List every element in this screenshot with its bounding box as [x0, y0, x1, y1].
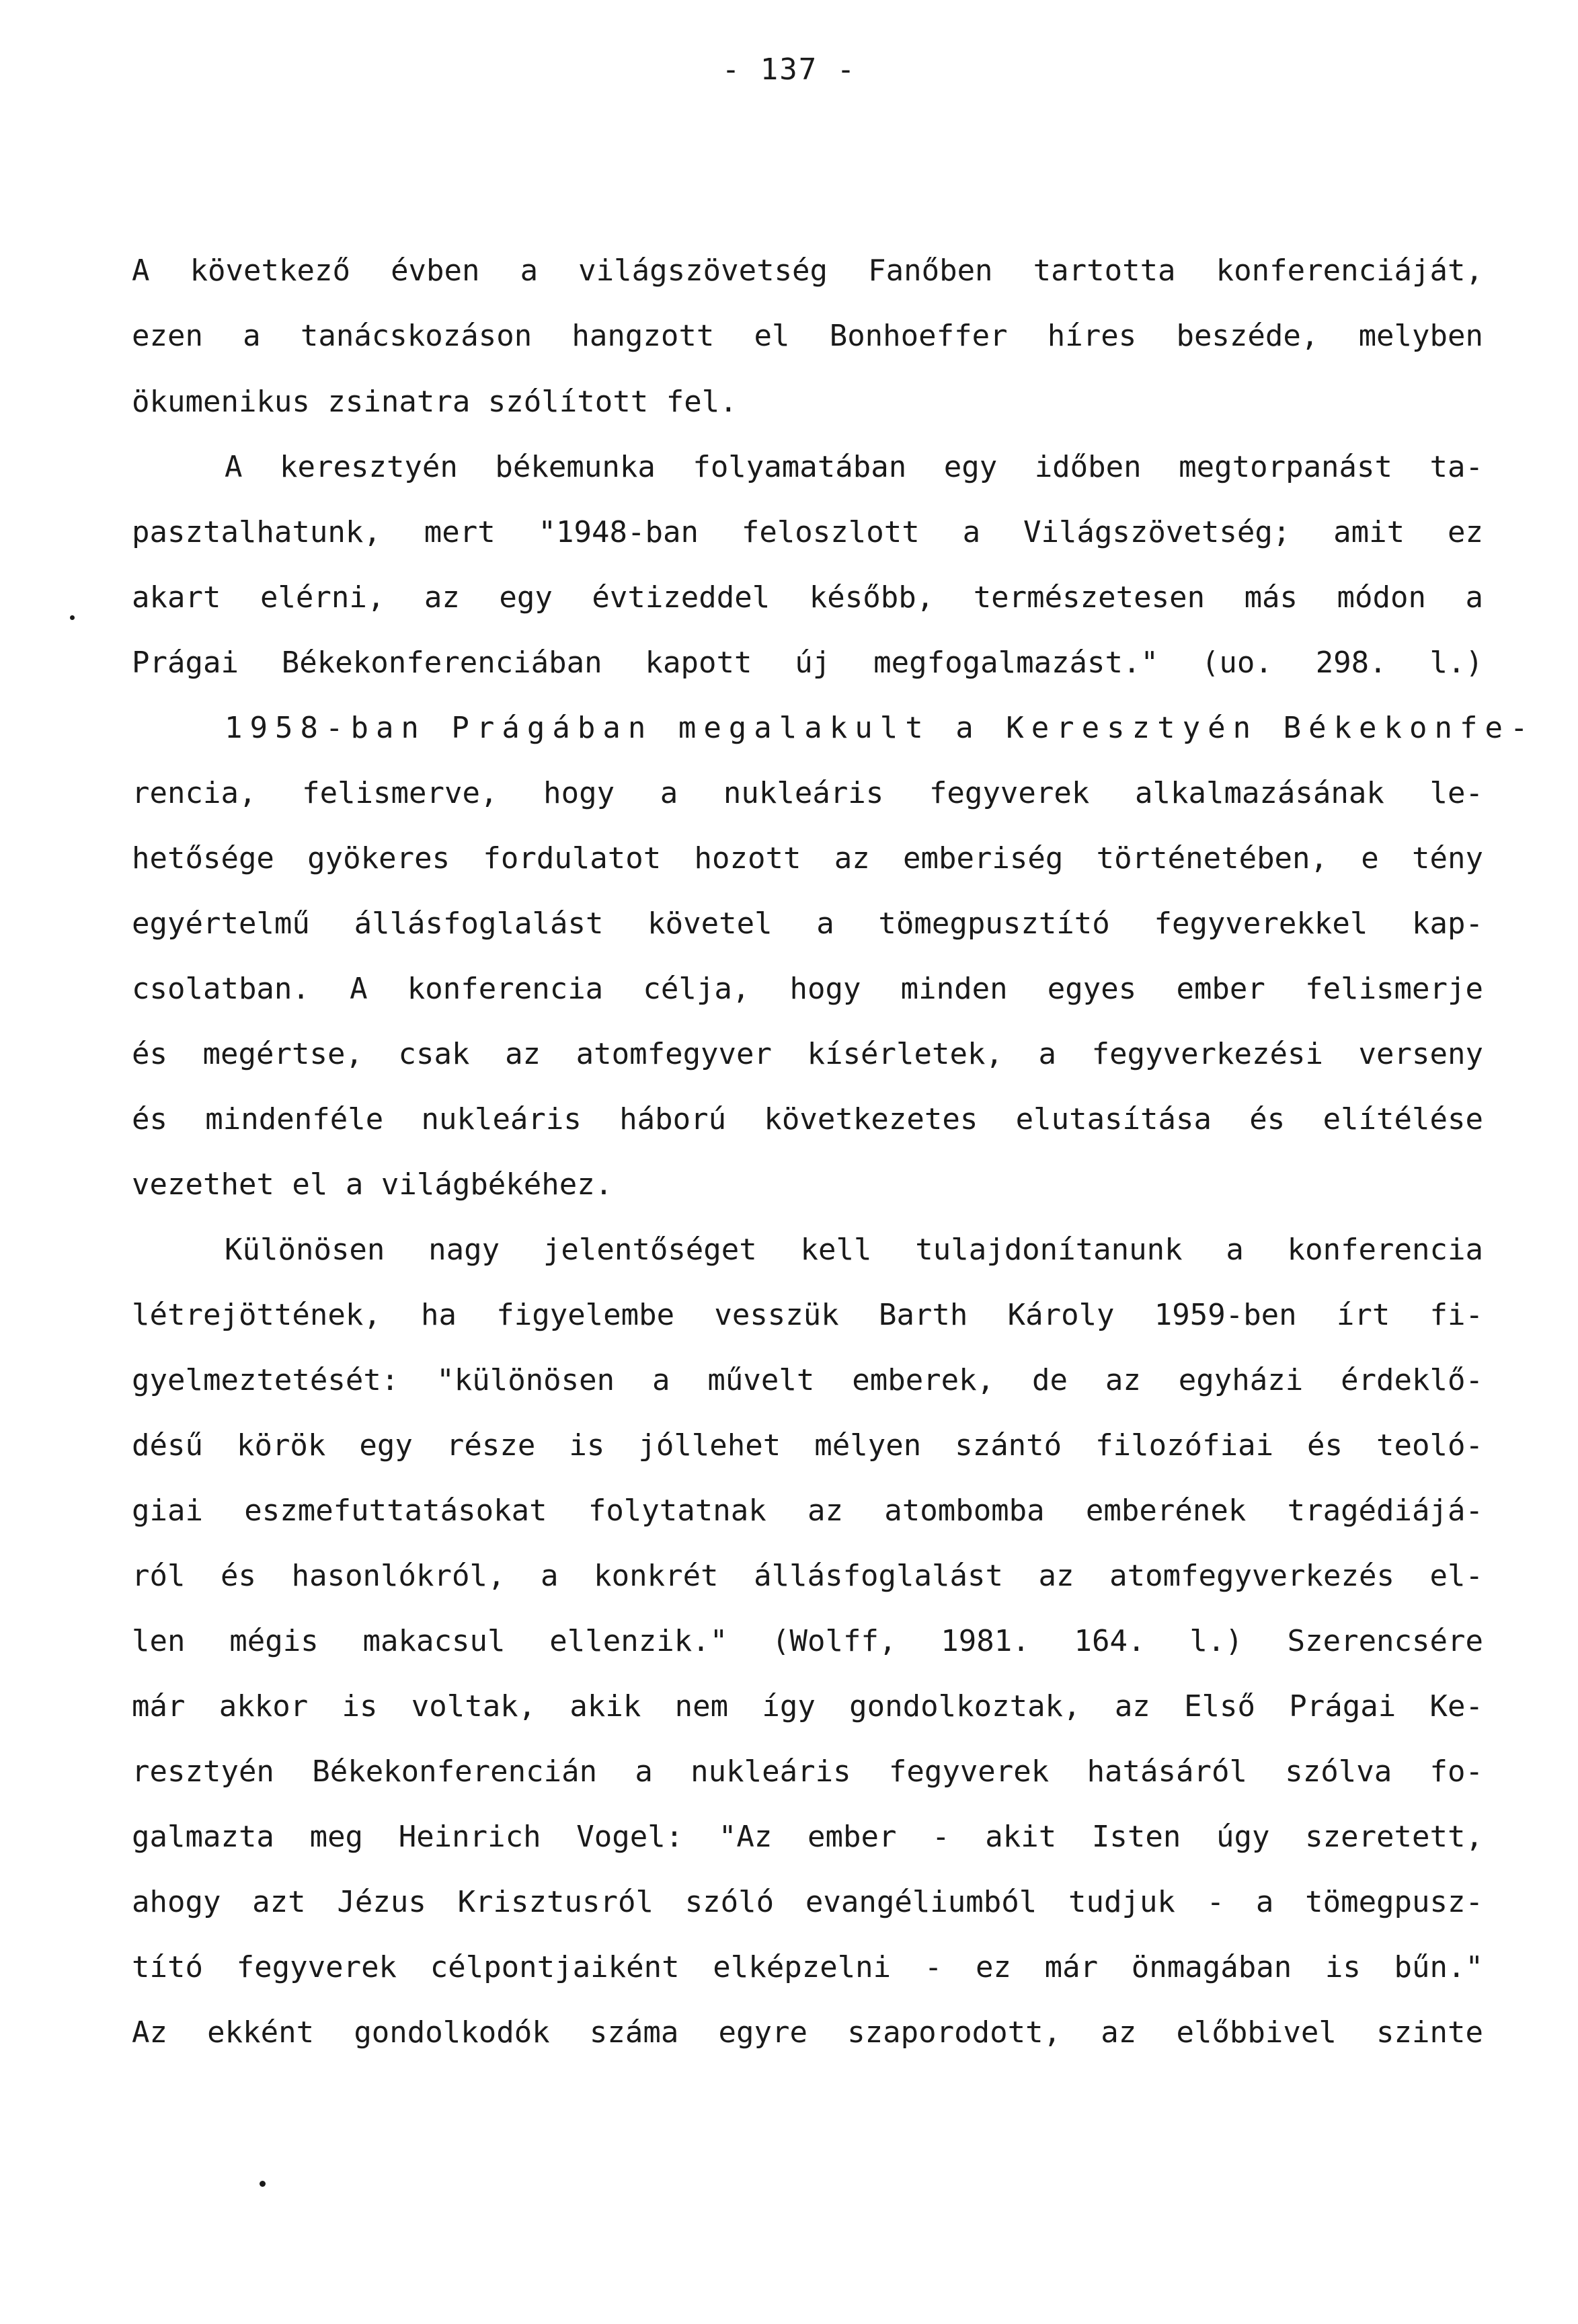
- scan-speck: [70, 615, 75, 620]
- text-line: galmazta meg Heinrich Vogel: "Az ember - akit Isten úgy szeretett,: [132, 1820, 1483, 1854]
- text-line: A következő évben a világszövetség Fanőben tartotta konferenciáját,: [132, 254, 1483, 288]
- text-line: és megértse, csak az atomfegyver kísérletek, a fegyverkezési verseny: [132, 1037, 1483, 1071]
- text-line: rencia, felismerve, hogy a nukleáris fegyverek alkalmazásának le-: [132, 776, 1483, 810]
- scan-speck: [260, 2181, 266, 2187]
- page-number: - 137 -: [721, 52, 857, 87]
- text-line: tító fegyverek célpontjaiként elképzelni - ez már önmagában is bűn.": [132, 1950, 1483, 1984]
- text-line: désű körök egy része is jóllehet mélyen szántó filozófiai és teoló-: [132, 1428, 1483, 1463]
- text-line: ahogy azt Jézus Krisztusról szóló evangéliumból tudjuk - a tömegpusz-: [132, 1885, 1483, 1919]
- text-line: gyelmeztetését: "különösen a művelt emberek, de az egyházi érdeklő-: [132, 1363, 1483, 1397]
- text-line: ezen a tanácskozáson hangzott el Bonhoeffer híres beszéde, melyben: [132, 319, 1483, 353]
- text-line: A keresztyén békemunka folyamatában egy időben megtorpanást ta-: [225, 450, 1483, 484]
- text-line: ökumenikus zsinatra szólított fel.: [132, 385, 738, 419]
- text-line: már akkor is voltak, akik nem így gondolkoztak, az Első Prágai Ke-: [132, 1689, 1483, 1723]
- text-line: létrejöttének, ha figyelembe vesszük Barth Károly 1959-ben írt fi-: [132, 1298, 1483, 1332]
- text-line: giai eszmefuttatásokat folytatnak az atombomba emberének tragédiájá-: [132, 1494, 1483, 1528]
- text-line: csolatban. A konferencia célja, hogy minden egyes ember felismerje: [132, 972, 1483, 1006]
- text-line: egyértelmű állásfoglalást követel a tömegpusztító fegyverekkel kap-: [132, 906, 1483, 941]
- text-line: ról és hasonlókról, a konkrét állásfoglalást az atomfegyverkezés el-: [132, 1559, 1483, 1593]
- text-line: Prágai Békekonferenciában kapott új megfogalmazást." (uo. 298. l.): [132, 646, 1483, 680]
- text-line: vezethet el a világbékéhez.: [132, 1167, 613, 1202]
- text-line: 1958-ban Prágában megalakult a Keresztyén Békekonfe-: [225, 711, 1536, 745]
- text-line: akart elérni, az egy évtizeddel később, természetesen más módon a: [132, 580, 1483, 615]
- text-line: len mégis makacsul ellenzik." (Wolff, 1981. 164. l.) Szerencsére: [132, 1624, 1483, 1658]
- text-line: és mindenféle nukleáris háború következetes elutasítása és elítélése: [132, 1102, 1483, 1136]
- text-line: pasztalhatunk, mert "1948-ban feloszlott a Világszövetség; amit ez: [132, 515, 1483, 549]
- text-line: Különösen nagy jelentőséget kell tulajdonítanunk a konferencia: [225, 1233, 1483, 1267]
- text-line: Az ekként gondolkodók száma egyre szaporodott, az előbbivel szinte: [132, 2015, 1483, 2050]
- text-line: hetősége gyökeres fordulatot hozott az emberiség történetében, e tény: [132, 841, 1483, 876]
- text-line: resztyén Békekonferencián a nukleáris fegyverek hatásáról szólva fo-: [132, 1754, 1483, 1789]
